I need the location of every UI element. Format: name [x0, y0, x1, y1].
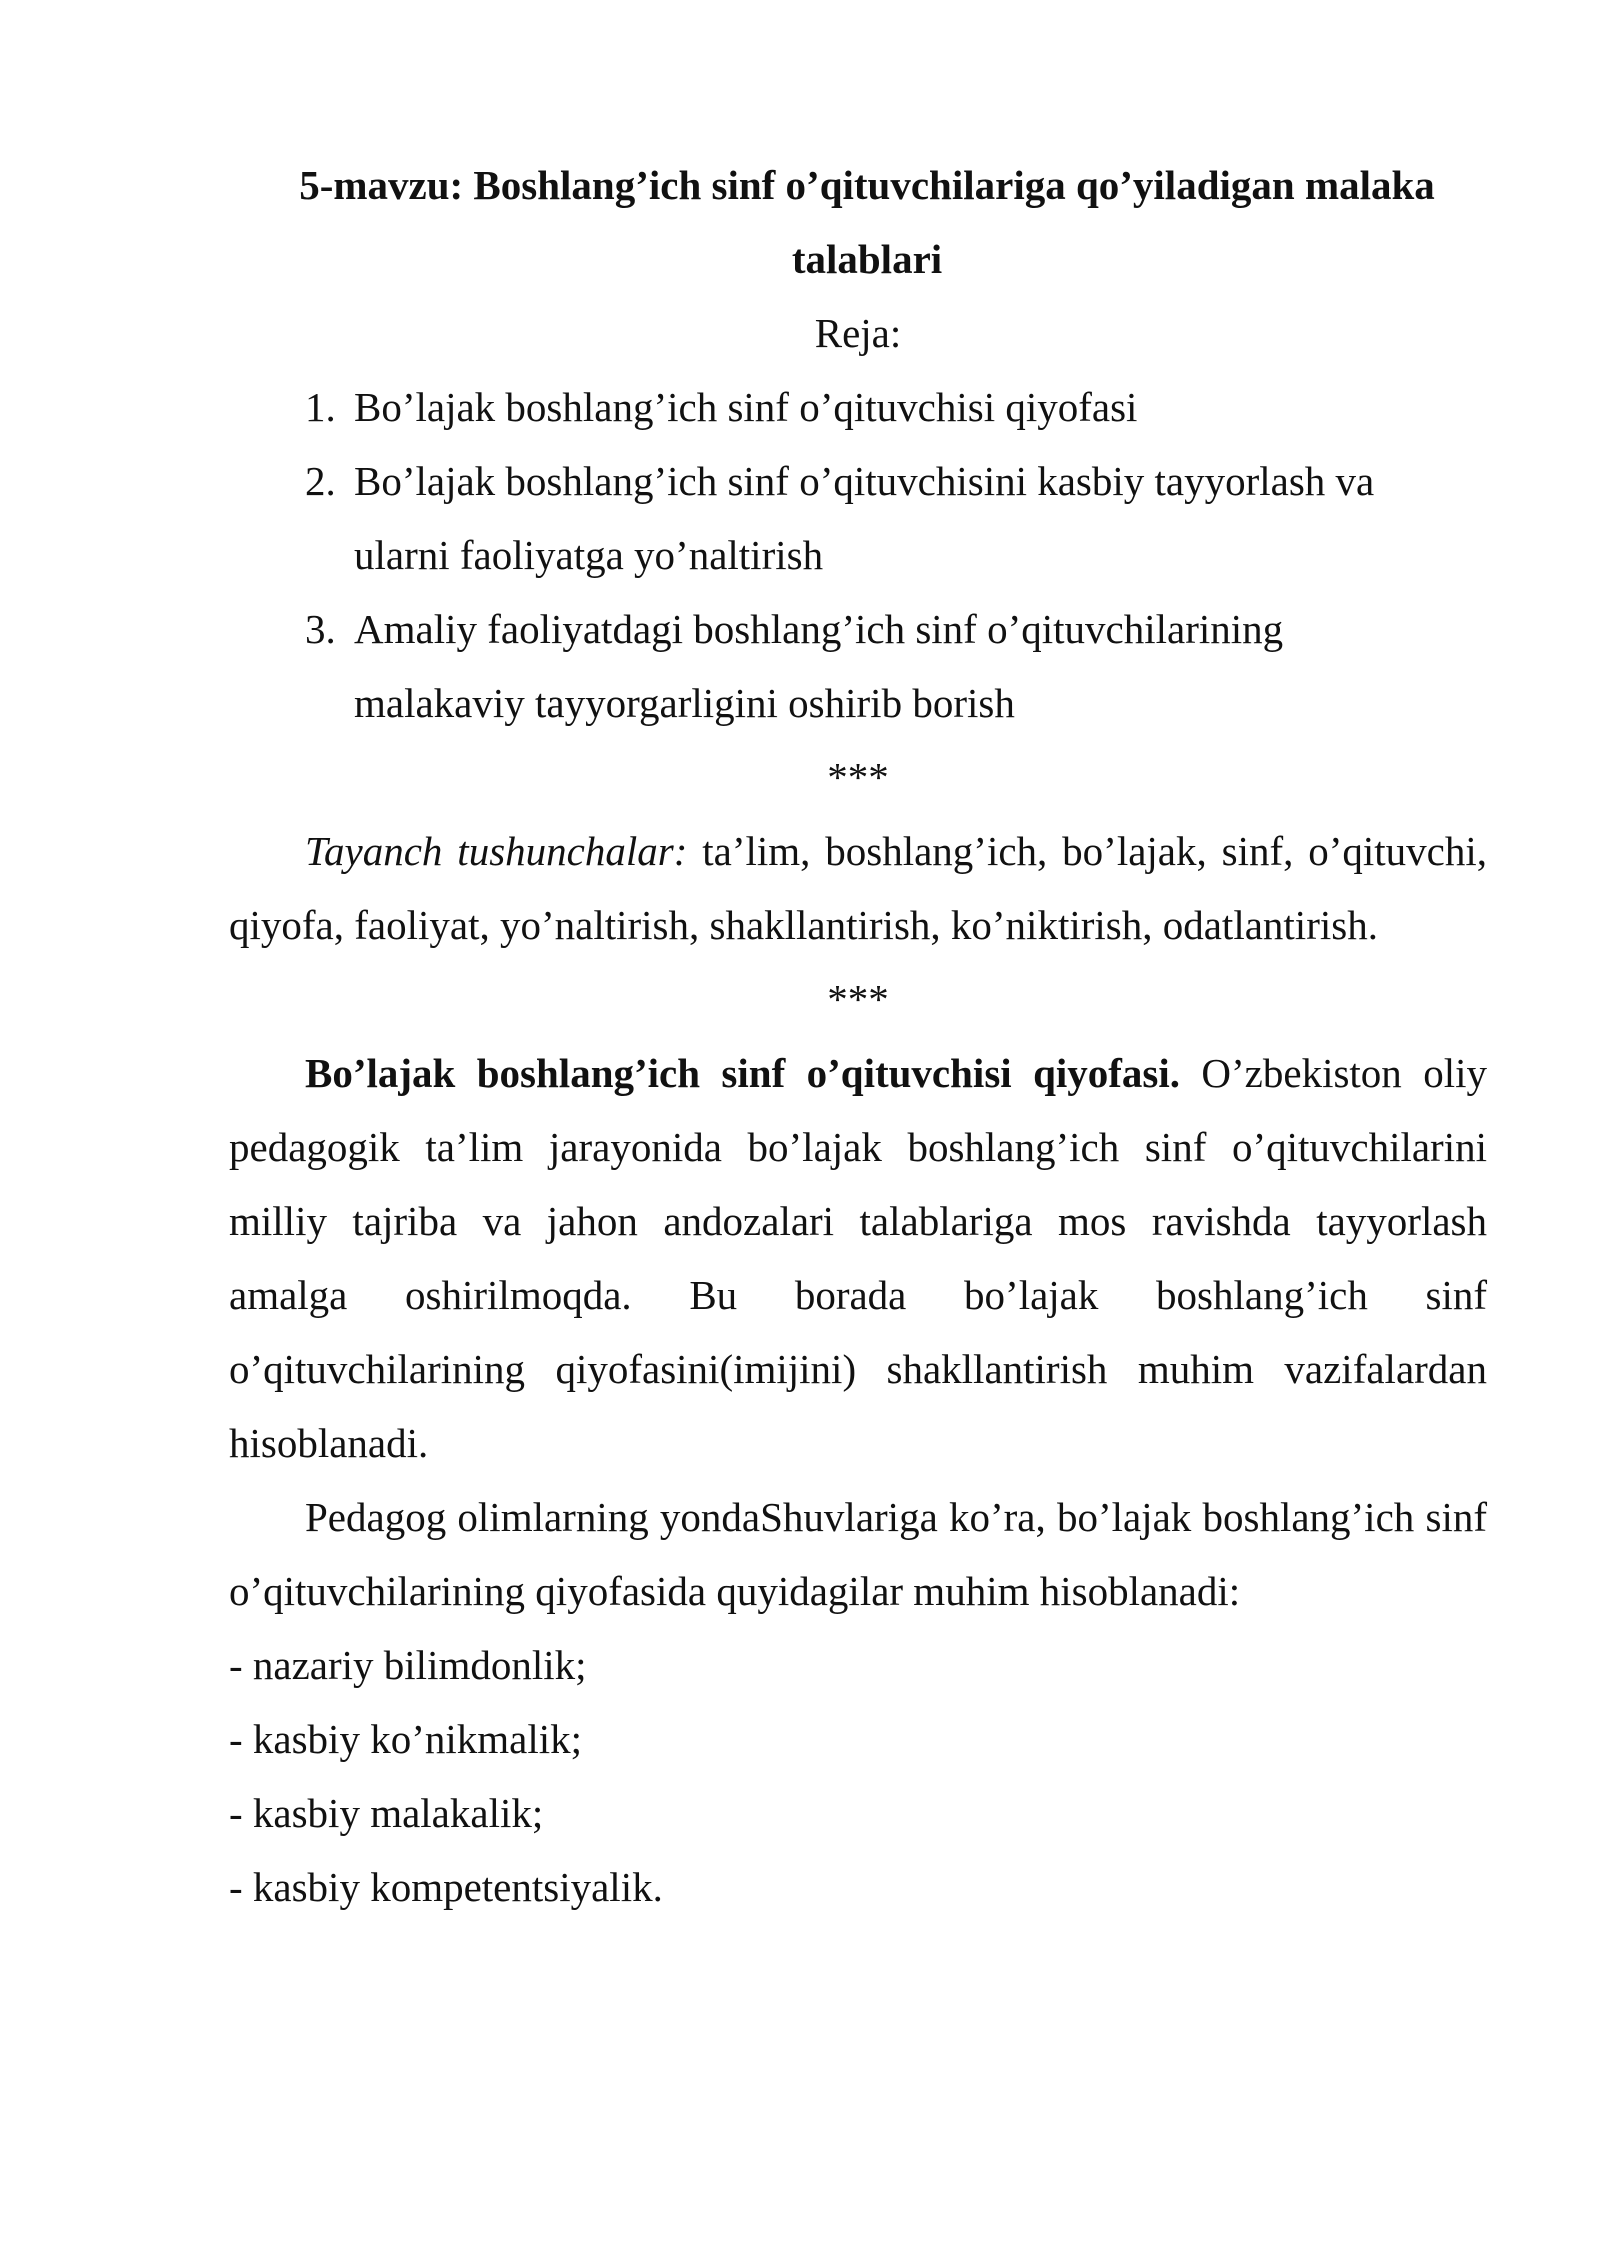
key-concepts-paragraph: [229, 814, 1487, 962]
plan-item-text: Amaliy faoliyatdagi boshlang’ich sinf o’qituvchilarining malakaviy tayyorgarligini oshirib borish: [354, 606, 1284, 726]
key-concepts-label: Tayanch tushunchalar:: [305, 828, 688, 874]
plan-item: [229, 592, 1487, 740]
section-separator: ***: [827, 754, 889, 800]
quality-list-item: - nazariy bilimdonlik;: [229, 1642, 587, 1688]
section-separator: ***: [827, 976, 889, 1022]
plan-item-number: 2.: [305, 458, 336, 504]
plan-item: [229, 370, 1487, 444]
quality-list-item: - kasbiy ko’nikmalik;: [229, 1716, 583, 1762]
plan-item-number: 1.: [305, 384, 336, 430]
quality-list-item: - kasbiy kompetentsiyalik.: [229, 1864, 663, 1910]
plan-item-text: Bo’lajak boshlang’ich sinf o’qituvchisini kasbiy tayyorlash va ularni faoliyatga yo’naltirish: [354, 458, 1375, 578]
plan-item-number: 3.: [305, 606, 336, 652]
plan-item: [229, 444, 1487, 592]
document-page: [229, 148, 1487, 1924]
section-heading: Bo’lajak boshlang’ich sinf o’qituvchisi qiyofasi.: [305, 1050, 1181, 1096]
plan-item-text: Bo’lajak boshlang’ich sinf o’qituvchisi qiyofasi: [354, 384, 1138, 430]
page-title: 5-mavzu: Boshlang’ich sinf o’qituvchilariga qo’yiladigan malaka talablari: [299, 162, 1435, 282]
quality-list-item: - kasbiy malakalik;: [229, 1790, 544, 1836]
plan-heading: Reja:: [814, 310, 902, 356]
section-paragraph: [229, 1036, 1487, 1480]
body-paragraph: Pedagog olimlarning yondaShuvlariga ko’ra, bo’lajak boshlang’ich sinf o’qituvchilarining qiyofasida quyidagilar muhim hisoblanadi:: [229, 1494, 1487, 1614]
section-text: O’zbekiston oliy pedagogik ta’lim jarayonida bo’lajak boshlang’ich sinf o’qituvchilarini milliy tajriba va jahon andozalari talablariga mos ravishda tayyorlash amalga oshirilmoqda. Bu borada bo’lajak boshlang’ich sinf o’qituvchilarining qiyofasini(imijini) shakllantirish muhim vazifalardan hisoblanadi.: [229, 1050, 1487, 1466]
plan-list: [229, 370, 1487, 740]
key-concepts-text: ta’lim, boshlang’ich, bo’lajak, sinf, o’qituvchi, qiyofa, faoliyat, yo’naltirish, shakllantirish, ko’niktirish, odatlantirish.: [229, 828, 1488, 948]
